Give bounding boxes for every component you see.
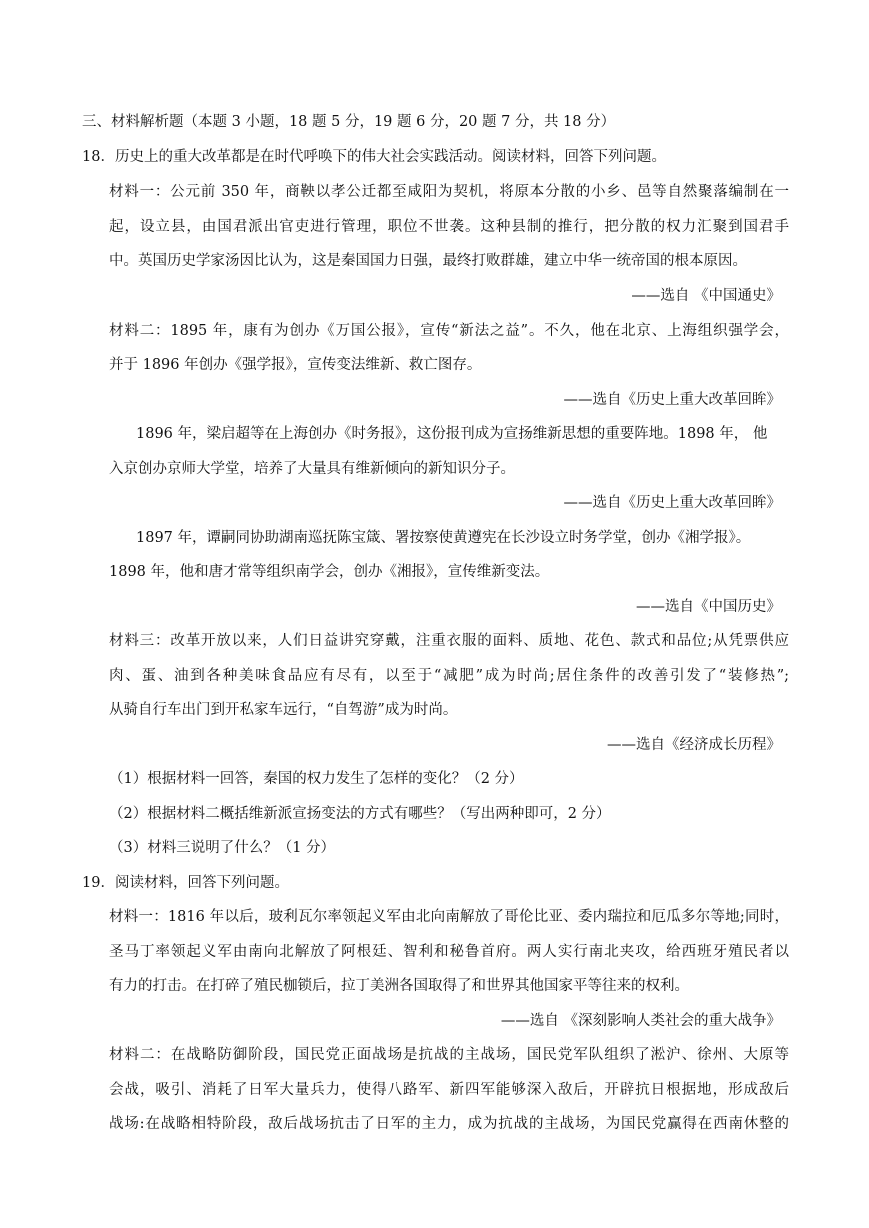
q18-material-2-source: ——选自《历史上重大改革回眸》 — [563, 392, 781, 408]
q18-material-3-source: ——选自《经济成长历程》 — [607, 737, 781, 753]
q19-material-2-line: 会战，吸引、消耗了日军大量兵力，使得八路军、新四军能够深入敌后，开辟抗日根据地，形成敌后 — [109, 1082, 789, 1098]
q18-material-1-line: 中。英国历史学家汤因比认为，这是秦国国力日强，最终打败群雄，建立中华一统帝国的根本原因。 — [109, 253, 747, 269]
q18-material-2-line: 1898 年，他和唐才常等组织南学会，创办《湘报》，宣传维新变法。 — [109, 564, 550, 580]
q18-material-1-line: 起，设立县，由国君派出官吏进行管理，职位不世袭。这种县制的推行，把分散的权力汇聚到国君手 — [109, 219, 789, 235]
q18-material-1-line: 材料一：公元前 350 年，商鞅以孝公迁都至咸阳为契机，将原本分散的小乡、邑等自然聚落编制在一 — [109, 184, 789, 200]
q18-material-2-line: 材料二：1895 年，康有为创办《万国公报》，宣传“新法之益”。不久，他在北京、上海组织强学会， — [109, 323, 789, 339]
question-18-stem: 18．历史上的重大改革都是在时代呼唤下的伟大社会实践活动。阅读材料，回答下列问题。 — [82, 149, 666, 165]
q18-material-2-line: 1896 年，梁启超等在上海创办《时务报》，这份报刊成为宣扬维新思想的重要阵地。1898 年， 他 — [136, 426, 768, 442]
q18-material-1-source: ——选自 《中国通史》 — [631, 288, 781, 304]
q19-material-1-source: ——选自 《深刻影响人类社会的重大战争》 — [500, 1013, 781, 1029]
q18-subquestion-1: （1）根据材料一回答，秦国的权力发生了怎样的变化？（2 分） — [109, 771, 524, 787]
q19-material-2-line: 材料二：在战略防御阶段，国民党正面战场是抗战的主战场，国民党军队组织了淞沪、徐州、大原等 — [109, 1047, 789, 1063]
q18-material-3-line: 材料三：改革开放以来，人们日益讲究穿戴，注重衣服的面料、质地、花色、款式和品位;从凭票供应 — [109, 633, 789, 649]
question-19-stem: 19．阅读材料，回答下列问题。 — [82, 875, 289, 891]
q18-material-3-line: 从骑自行车出门到开私家车远行，“自驾游”成为时尚。 — [109, 702, 458, 718]
q18-material-2-line: 入京创办京师大学堂，培养了大量具有维新倾向的新知识分子。 — [109, 461, 515, 477]
q18-material-2-source: ——选自《历史上重大改革回眸》 — [563, 495, 781, 511]
q19-material-1-line: 有力的打击。在打碎了殖民枷锁后，拉丁美洲各国取得了和世界其他国家平等往来的权利。 — [109, 978, 689, 994]
q18-subquestion-3: （3）材料三说明了什么？（1 分） — [109, 840, 336, 856]
q18-subquestion-2: （2）根据材料二概括维新派宣扬变法的方式有哪些？（写出两种即可，2 分） — [109, 806, 611, 822]
q19-material-1-line: 材料一：1816 年以后，玻利瓦尔率领起义军由北向南解放了哥伦比亚、委内瑞拉和厄瓜多尔等地;同时， — [109, 909, 789, 925]
q19-material-1-line: 圣马丁率领起义军由南向北解放了阿根廷、智利和秘鲁首府。两人实行南北夹攻，给西班牙殖民者以 — [109, 944, 789, 960]
section-title: 三、材料解析题（本题 3 小题，18 题 5 分，19 题 6 分，20 题 7 分，共 18 分） — [82, 114, 616, 130]
q18-material-2-line: 1897 年，谭嗣同协助湖南巡抚陈宝箴、署按察使黄遵宪在长沙设立时务学堂，创办《湘学报》。 — [136, 530, 751, 546]
q18-material-2-line: 并于 1896 年创办《强学报》，宣传变法维新、救亡图存。 — [109, 357, 482, 373]
q18-material-3-line: 肉、蛋、油到各种美味食品应有尽有，以至于“减肥”成为时尚;居住条件的改善引发了“装修热”; — [109, 668, 789, 684]
q19-material-2-line: 战场:在战略相特阶段，敌后战场抗击了日军的主力，成为抗战的主战场，为国民党赢得在西南休整的 — [109, 1116, 789, 1132]
q18-material-2-source: ——选自《中国历史》 — [636, 599, 781, 615]
